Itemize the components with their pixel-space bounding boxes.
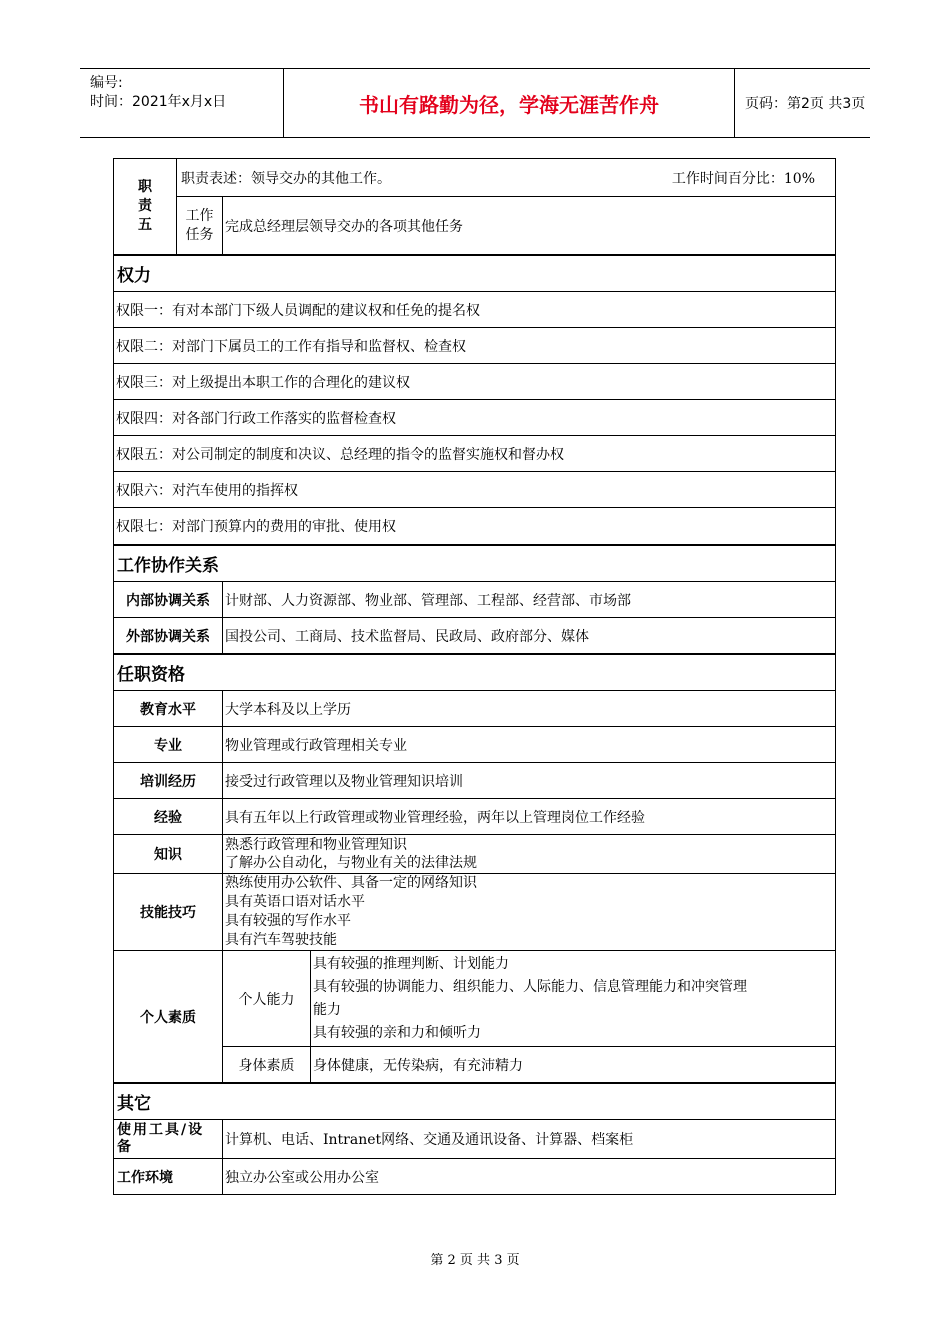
authority-item: 权限五：对公司制定的制度和决议、总经理的指令的监督实施权和督办权 bbox=[116, 446, 564, 463]
training-label: 培训经历 bbox=[140, 773, 196, 790]
tools-row bbox=[113, 1119, 836, 1158]
tools-value: 计算机、电话、Intranet网络、交通及通讯设备、计算器、档案柜 bbox=[222, 1120, 835, 1158]
experience-value: 具有五年以上行政管理或物业管理经验，两年以上管理岗位工作经验 bbox=[222, 799, 835, 834]
authority-title: 权力 bbox=[117, 266, 151, 286]
skills-line: 熟练使用办公软件、具备一定的网络知识 bbox=[225, 875, 477, 891]
training-row bbox=[113, 762, 836, 798]
tools-label: 使用工具/设 备 bbox=[117, 1122, 205, 1155]
time-label: 时间：2021年x月x日 bbox=[90, 94, 227, 110]
ability-line: 能力 bbox=[313, 1001, 341, 1018]
skills-label: 技能技巧 bbox=[140, 905, 196, 921]
duty-five-block bbox=[113, 158, 836, 254]
physical-value: 身体健康，无传染病，有充沛精力 bbox=[310, 1046, 835, 1082]
environment-label: 工作环境 bbox=[117, 1169, 173, 1186]
other-title: 其它 bbox=[117, 1094, 151, 1114]
authority-item: 权限六：对汽车使用的指挥权 bbox=[116, 482, 298, 499]
qualifications-title: 任职资格 bbox=[117, 665, 185, 685]
education-value: 大学本科及以上学历 bbox=[222, 691, 835, 726]
ability-value bbox=[310, 951, 835, 1046]
authority-item: 权限二：对部门下属员工的工作有指导和监督权、检查权 bbox=[116, 338, 466, 355]
authority-item: 权限三：对上级提出本职工作的合理化的建议权 bbox=[116, 374, 410, 391]
duty-description-row bbox=[176, 159, 835, 196]
duty-five-label: 职 责 五 bbox=[138, 179, 152, 233]
task-label: 工作 任务 bbox=[176, 196, 222, 254]
authority-row bbox=[113, 507, 836, 544]
internal-relations-row bbox=[113, 581, 836, 617]
skills-line: 具有英语口语对话水平 bbox=[225, 894, 365, 910]
education-label: 教育水平 bbox=[140, 701, 196, 718]
knowledge-value bbox=[222, 835, 835, 873]
environment-row bbox=[113, 1158, 836, 1195]
authority-row bbox=[113, 471, 836, 507]
skills-value bbox=[222, 874, 835, 950]
internal-relations-value: 计财部、人力资源部、物业部、管理部、工程部、经营部、市场部 bbox=[222, 582, 835, 617]
personal-quality-block bbox=[113, 950, 836, 1082]
major-label: 专业 bbox=[154, 737, 182, 754]
authority-row bbox=[113, 327, 836, 363]
experience-row bbox=[113, 798, 836, 834]
relations-title: 工作协作关系 bbox=[117, 556, 219, 576]
authority-row bbox=[113, 399, 836, 435]
education-row bbox=[113, 690, 836, 726]
page-info: 页码：第2页 共3页 bbox=[745, 96, 866, 112]
ability-line: 具有较强的协调能力、组织能力、人际能力、信息管理能力和冲突管理 bbox=[313, 978, 747, 995]
relations-section-header bbox=[113, 544, 836, 581]
authority-item: 权限一：有对本部门下级人员调配的建议权和任免的提名权 bbox=[116, 302, 480, 319]
other-section-header bbox=[113, 1082, 836, 1119]
header-meta bbox=[80, 69, 283, 137]
authority-row bbox=[113, 435, 836, 471]
ability-line: 具有较强的推理判断、计划能力 bbox=[313, 955, 509, 972]
external-relations-label: 外部协调关系 bbox=[126, 628, 210, 645]
authority-row bbox=[113, 363, 836, 399]
environment-value: 独立办公室或公用办公室 bbox=[222, 1159, 835, 1194]
major-row bbox=[113, 726, 836, 762]
authority-row bbox=[113, 291, 836, 327]
physical-label: 身体素质 bbox=[222, 1046, 310, 1082]
personal-label: 个人素质 bbox=[140, 1009, 196, 1026]
skills-line: 具有汽车驾驶技能 bbox=[225, 932, 337, 948]
knowledge-label: 知识 bbox=[154, 847, 182, 863]
page-footer: 第 2 页 共 3 页 bbox=[430, 1253, 520, 1268]
number-label: 编号: bbox=[90, 75, 123, 91]
knowledge-row bbox=[113, 834, 836, 873]
major-value: 物业管理或行政管理相关专业 bbox=[222, 727, 835, 762]
external-relations-value: 国投公司、工商局、技术监督局、民政局、政府部分、媒体 bbox=[222, 618, 835, 653]
internal-relations-label: 内部协调关系 bbox=[126, 592, 210, 609]
external-relations-row bbox=[113, 617, 836, 653]
authority-section-header bbox=[113, 254, 836, 291]
task-text: 完成总经理层领导交办的各项其他任务 bbox=[222, 196, 835, 254]
motto: 书山有路勤为径，学海无涯苦作舟 bbox=[283, 69, 735, 137]
knowledge-line: 了解办公自动化，与物业有关的法律法规 bbox=[225, 855, 477, 871]
authority-item: 权限七：对部门预算内的费用的审批、使用权 bbox=[116, 519, 396, 535]
time-percent: 工作时间百分比：10% bbox=[671, 170, 815, 187]
training-value: 接受过行政管理以及物业管理知识培训 bbox=[222, 763, 835, 798]
skills-row bbox=[113, 873, 836, 950]
duty-description: 职责表述：领导交办的其他工作。 bbox=[181, 170, 391, 187]
ability-line: 具有较强的亲和力和倾听力 bbox=[313, 1024, 481, 1041]
authority-item: 权限四：对各部门行政工作落实的监督检查权 bbox=[116, 410, 396, 427]
qualifications-section-header bbox=[113, 653, 836, 690]
ability-label: 个人能力 bbox=[222, 951, 310, 1046]
skills-line: 具有较强的写作水平 bbox=[225, 913, 351, 929]
experience-label: 经验 bbox=[154, 809, 182, 826]
page-header bbox=[80, 68, 870, 138]
knowledge-line: 熟悉行政管理和物业管理知识 bbox=[225, 837, 407, 853]
